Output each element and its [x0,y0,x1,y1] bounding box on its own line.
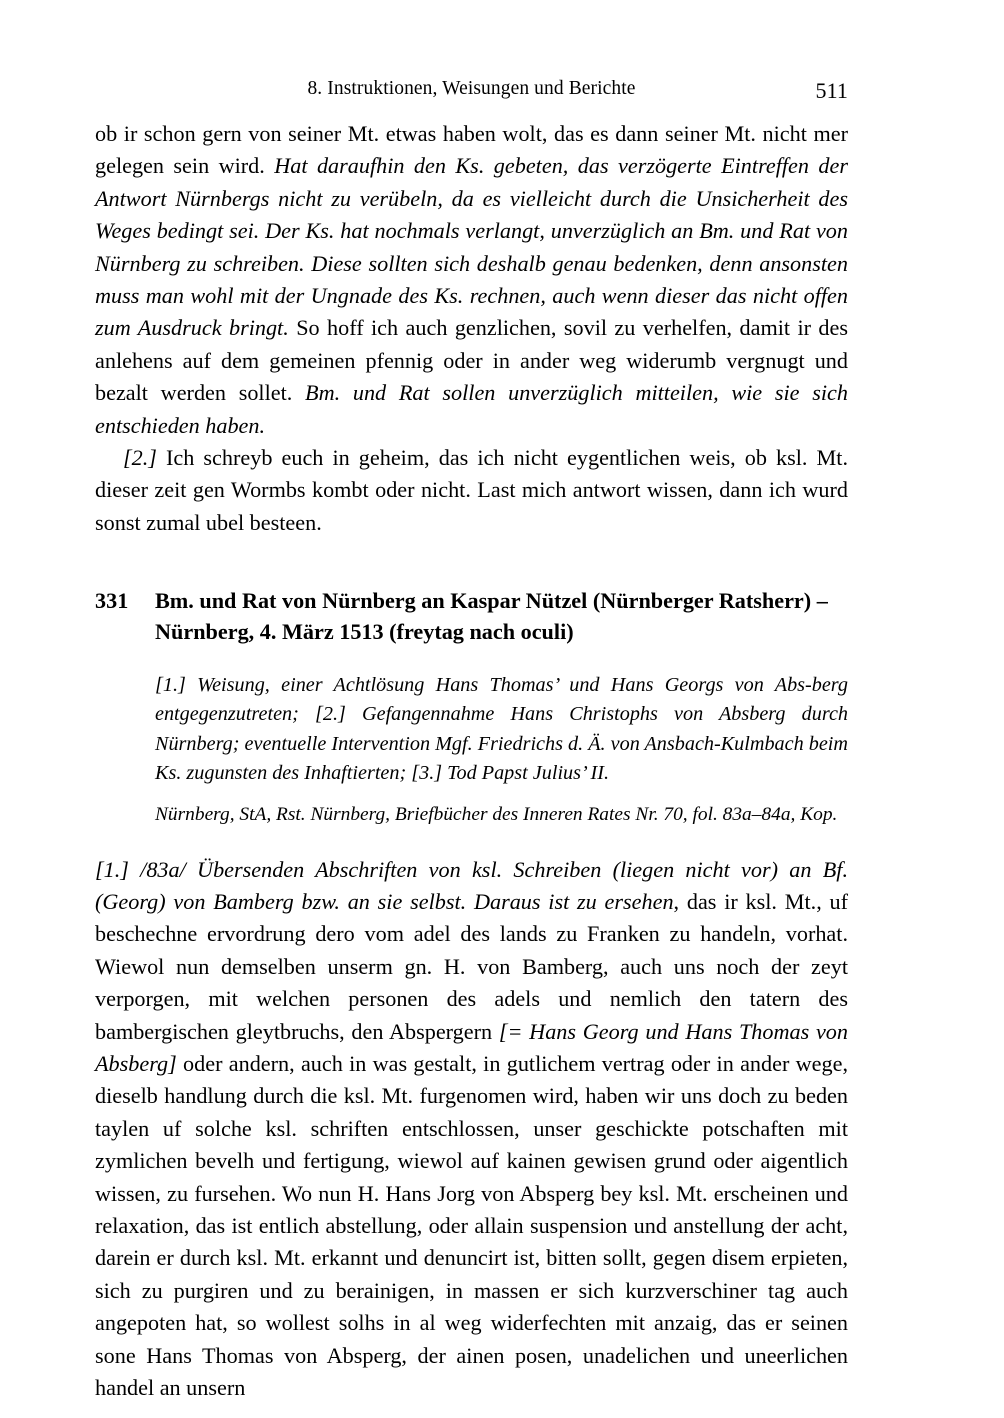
document-heading [95,586,848,647]
text-run: ob ir schon gern von seiner Mt. etwas haben wolt, das es dann seiner Mt. nicht mer gelegen sein wird. [95,121,848,179]
continued-paragraph-1 [95,118,848,442]
running-head [95,78,848,104]
text-run: Ich schreyb euch in geheim, das ich nicht eygentlichen weis, ob ksl. Mt. dieser zeit gen Wormbs kombt oder nicht. Last mich antwort wissen, dann ich wurd sonst zumal ubel besteen. [95,445,848,535]
continued-paragraph-2 [95,442,848,539]
text-run-italic: Hat daraufhin den Ks. gebeten, das verzögerte Eintreffen der Antwort Nürnbergs nicht zu verübeln, da es vielleicht durch die Unsicherheit des Weges bedingt sei. Der Ks. hat nochmals verlangt, unverzüglich an Bm. und Rat von Nürnberg zu schreiben. Diese sollten sich deshalb genau bedenken, denn ansonsten muss man wohl mit der Ungnade des Ks. rechnen, auch wenn dieser das nicht offen zum Ausdruck bringt. [95,153,849,341]
section-marker: [2.] [123,445,157,471]
text-run: So hoff ich auch genzlichen, sovil zu verhelfen, damit ir des anlehens auf dem gemeinen pfennig oder in ander weg widerumb vergnugt und bezalt werden sollet. [95,315,848,406]
document-title: Bm. und Rat von Nürnberg an Kaspar Nützel (Nürnberger Ratsherr) – Nürnberg, 4. März 1513 (freytag nach oculi) [155,588,828,644]
text-run-italic: [1.] /83a/ Übersenden Abschriften von ksl. Schreiben (liegen nicht vor) an Bf. (Georg) von Bamberg bzw. an sie selbst. Daraus ist zu ersehen [95,856,848,914]
archival-source: Nürnberg, StA, Rst. Nürnberg, Briefbücher des Inneren Rates Nr. 70, fol. 83a–84a, Kop. [155,804,838,826]
text-run: oder andern, auch in was gestalt, in gutlichem vertrag oder in ander wege, dieselb handlung durch die ksl. Mt. furgenomen wird, haben wir uns doch zu beden taylen uf solche ksl. schriften entschlossen, unser geschickte potschaften mit zymlichen bevelh und fertigung, wiewol auf kainen gewisen grund oder aigentlich wissen, zu fursehen. Wo nun H. Hans Jorg von Absperg bey ksl. Mt. erscheinen und relaxation, das ist entlich abstellung, oder allain suspension und anstellung der acht, darein er durch ksl. Mt. erkannt und denuncirt ist, bitten sollt, gegen disem erpieten, sich zu purgiren und zu berainigen, in massen er sich kurzverschiner tag auch angepoten hat, so wollest solhs in al weg widerfechten mit anzaig, das er seinen sone Hans Thomas von Absperg, der ainen posen, unadelichen und uneerlichen handel an unsern [95,1051,848,1401]
document-body [95,854,848,1405]
document-number: 331 [95,588,129,614]
page-number: 511 [815,78,848,103]
text-run-italic: Bm. und Rat sollen unverzüglich mitteilen, wie sie sich entschieden haben. [95,380,848,438]
running-head-title: 8. Instruktionen, Weisungen und Berichte [307,78,636,99]
document-regest: [1.] Weisung, einer Achtlösung Hans Thomas’ und Hans Georgs von Abs-berg entgegenzutreten; [2.] Gefangennahme Hans Christophs von Absberg durch Nürnberg; eventuelle Intervention Mgf. Friedrichs d. Ä. von Ansbach-Kulmbach beim Ks. zugunsten des Inhaftierten; [3.] Tod Papst Julius’ II. [155,674,848,784]
text-run: , das ir ksl. Mt., uf beschechne ervordrung dero vom adel des lands zu Franken zu handeln, vorhat. Wiewol nun demselben unserm gn. H. von Bamberg, auch uns noch der zeyt verporgen, mit welchen personen des adels und nemlich den tatern des bambergischen gleytbruchs, den Abspergern [95,889,848,1044]
text-block [95,118,848,1405]
editorial-insertion: [= Hans Georg und Hans Thomas von Absberg] [95,1018,848,1077]
